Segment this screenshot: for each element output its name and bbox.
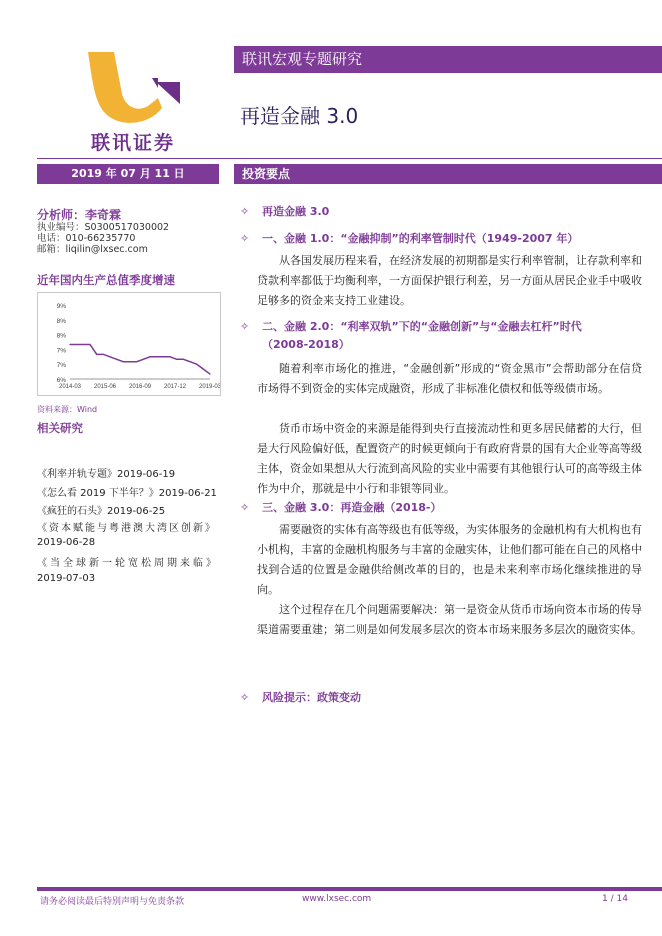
bullet-text: 三、金融 3.0：再造金融（2018-） (262, 501, 442, 514)
logo-wordmark: 联讯证券 (90, 132, 175, 154)
footer-disclaimer[interactable]: 请务必阅读最后特别声明与免责条款 (40, 897, 185, 907)
gdp-data-point (76, 344, 77, 345)
related-link[interactable]: 《怎么看 2019 下半年？》2019-06-21 (37, 488, 217, 499)
report-title: 再造金融 3.0 (240, 104, 359, 128)
bullet-title (240, 499, 442, 515)
bullet-title (240, 203, 329, 219)
diamond-bullet-icon: ✧ (240, 232, 250, 245)
y-tick-label: 7% (56, 362, 66, 370)
chart-title: 近年国内生产总值季度增速 (37, 273, 175, 287)
gdp-data-point (89, 344, 90, 345)
diamond-bullet-icon: ✧ (240, 320, 250, 333)
related-link[interactable]: 《疯狂的石头》2019-06-25 (37, 506, 166, 517)
analyst-license: 执业编号：S0300517030002 (37, 222, 170, 233)
gdp-data-point (163, 356, 164, 357)
gdp-chart-svg (38, 293, 220, 395)
related-link[interactable]: 《当全球新一轮宽松周期来临》 (37, 558, 219, 569)
bullet-text: 风险提示：政策变动 (262, 691, 361, 704)
diamond-bullet-icon: ✧ (240, 205, 250, 218)
header-divider (234, 72, 662, 73)
gdp-data-point (109, 356, 110, 357)
gdp-data-point (69, 344, 70, 345)
gdp-data-point (116, 359, 117, 360)
section-title: 投资要点 (234, 164, 662, 184)
gdp-data-point (96, 354, 97, 355)
gdp-data-point (83, 344, 84, 345)
chart-source: 资料来源：Wind (37, 405, 98, 414)
y-tick-label: 8% (56, 332, 66, 340)
body-paragraph: 从各国发展历程来看，在经济发展的初期都是实行利率管制，让存款利率和贷款利率都低于均衡利率，一方面保护银行利差，另一方面从居民企业手中吸收足够多的资金来支持工业建设。 (257, 254, 642, 307)
gdp-chart (37, 292, 221, 396)
analyst-phone: 电话：010-66235770 (37, 233, 136, 244)
company-logo (82, 48, 184, 152)
diamond-bullet-icon: ✧ (240, 501, 250, 514)
gdp-data-point (103, 354, 104, 355)
related-link-date: 2019-06-28 (37, 537, 96, 548)
related-link[interactable]: 《资本赋能与粤港澳大湾区创新》 (37, 523, 217, 534)
page-number: 1 / 14 (602, 894, 628, 904)
x-tick-label: 2015-06 (93, 384, 117, 390)
report-series-label: 联讯宏观专题研究 (234, 46, 662, 72)
analyst-name: 分析师：李奇霖 (37, 208, 122, 222)
x-tick-label: 2014-03 (58, 384, 82, 390)
y-tick-label: 8% (56, 317, 66, 325)
y-tick-label: 9% (56, 303, 66, 310)
gdp-series-line (70, 344, 210, 374)
body-paragraph: 这个过程存在几个问题需要解决：第一是资金从货币市场向资本市场的传导渠道需要重建；第二则是如何发展多层次的资本市场来服务多层次的融资实体。 (257, 603, 642, 636)
related-link-date: 2019-07-03 (37, 573, 96, 584)
report-date: 2019 年 07 月 11 日 (37, 164, 219, 184)
bullet-text: 一、金融 1.0：“金融抑制”的利率管制时代（1949-2007 年） (262, 232, 579, 245)
footer-website[interactable]: www.lxsec.com (302, 894, 372, 904)
gdp-data-point (169, 356, 170, 357)
gdp-data-point (143, 359, 144, 360)
gdp-data-point (136, 361, 137, 362)
bullet-title (240, 318, 582, 334)
analyst-email[interactable]: 邮箱：liqilin@lxsec.com (37, 244, 148, 255)
gdp-data-point (129, 361, 130, 362)
y-tick-label: 7% (56, 347, 66, 355)
header-rule (37, 158, 662, 159)
gdp-data-point (149, 356, 150, 357)
bullet-text-continued: （2008-2018） (262, 338, 350, 351)
gdp-data-point (203, 369, 204, 370)
gdp-data-point (183, 359, 184, 360)
gdp-data-point (189, 361, 190, 362)
body-paragraph: 需要融资的实体有高等级也有低等级，为实体服务的金融机构有大机构也有小机构，丰富的金融机构服务与丰富的金融实体，让他们都可能在自己的风格中找到合适的位置是金融供给侧改革的目的，也是未来利率市场化继续推进的导向。 (257, 523, 642, 596)
y-tick-label: 6% (56, 377, 66, 384)
gdp-data-point (156, 356, 157, 357)
related-link[interactable]: 《利率并轨专题》2019-06-19 (37, 469, 176, 480)
related-research-title: 相关研究 (37, 421, 83, 435)
footer-rule (37, 887, 662, 891)
x-tick-label: 2016-09 (128, 384, 152, 390)
bullet-title (240, 230, 578, 246)
bullet-text: 再造金融 3.0 (262, 205, 330, 218)
diamond-bullet-icon: ✧ (240, 691, 250, 704)
gdp-data-point (123, 361, 124, 362)
bullet-text: 二、金融 2.0：“利率双轨”下的“金融创新”与“金融去杠杆”时代 (262, 320, 582, 333)
body-paragraph: 货币市场中资金的来源是能得到央行直接流动性和更多居民储蓄的大行，但是大行风险偏好低，配置资产的时候更倾向于有政府背景的国有大企业等高等级主体，资金如果想从大行流到高风险的实业中需要有其他银行认可的高等级主体作为中介，那就是中小行和非银等同业。 (257, 422, 642, 495)
body-paragraph: 随着利率市场化的推进，“金融创新”形成的“资金黑市”会帮助部分在信贷市场得不到资金的实体完成融资，形成了非标准化债权和低等级债市场。 (257, 362, 642, 395)
gdp-data-point (209, 373, 210, 374)
gdp-data-point (196, 364, 197, 365)
bullet-title (240, 689, 361, 705)
x-tick-label: 2017-12 (163, 384, 187, 390)
x-tick-label: 2019-03 (198, 384, 220, 390)
gdp-data-point (176, 359, 177, 360)
